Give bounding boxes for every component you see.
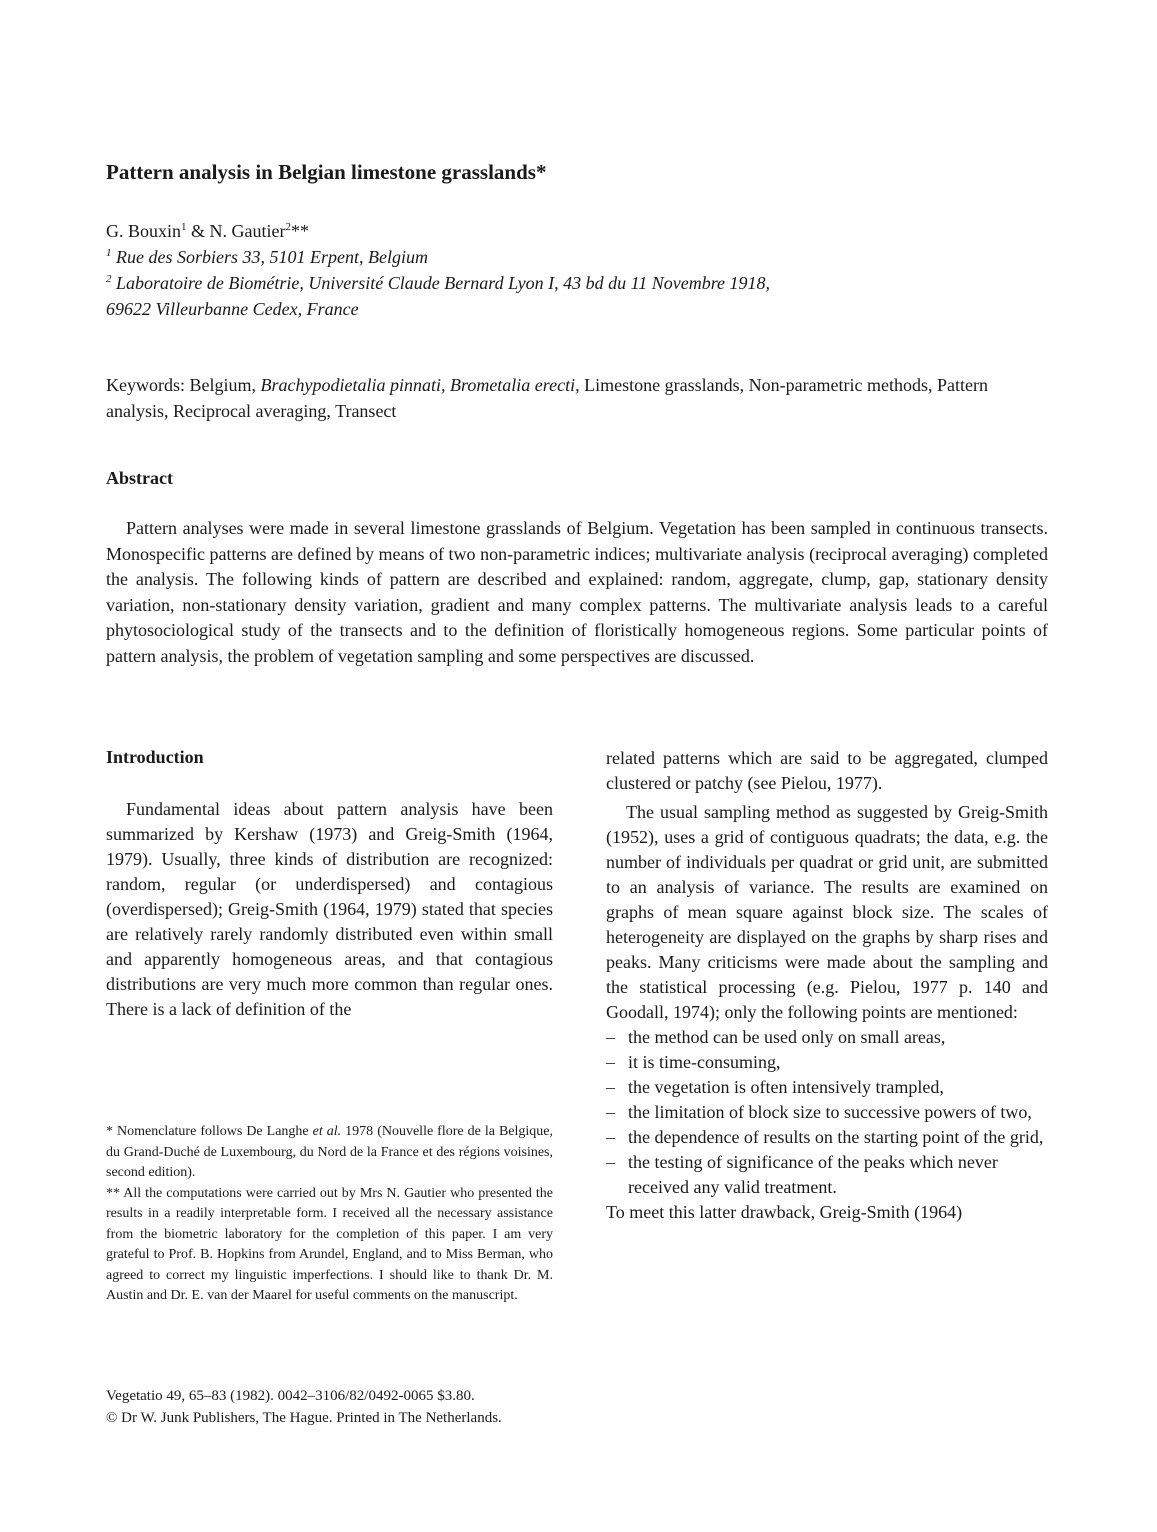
paper-title: Pattern analysis in Belgian limestone grasslands* (106, 160, 547, 184)
intro-right-paragraph-2: The usual sampling method as suggested by Greig-Smith (1952), uses a grid of contiguous quadrats; the data, e.g. the number of individuals per quadrat or grid unit, are submitted to an analysis of variance. The results are examined on graphs of mean square against block size. The scales of heterogeneity are displayed on the graphs by sharp rises and peaks. Many criticisms were made about the sampling and the statistical processing (e.g. Pielou, 1977 p. 140 and Goodall, 1974); only the following points are mentioned: (606, 802, 1048, 1022)
affiliation-2-num: 2 (106, 273, 112, 285)
list-item: – the vegetation is often intensively trampled, (606, 1075, 1048, 1100)
footnote-1-italic: et al. (312, 1124, 342, 1139)
abstract-text: Pattern analyses were made in several limestone grasslands of Belgium. Vegetation has been sampled in continuous transects. Monospecific patterns are defined by means of two non-parametric indices; multivariate analysis (reciprocal averaging) completed the analysis. The following kinds of pattern are described and explained: random, aggregate, clump, gap, stationary density variation, non-stationary density variation, gradient and many complex patterns. The multivariate analysis leads to a careful phytosociological study of the transects and to the definition of floristically homogeneous regions. Some particular points of pattern analysis, the problem of vegetation sampling and some perspectives are discussed. (106, 518, 1048, 666)
affiliation-2-text: Laboratoire de Biométrie, Université Claude Bernard Lyon I, 43 bd du 11 Novembre 1918, (116, 273, 771, 293)
list-item: – the testing of significance of the peaks which never received any valid treatment. (606, 1150, 1048, 1200)
author-1: G. Bouxin (106, 221, 182, 241)
keywords (106, 372, 1046, 424)
criticism-list (606, 1025, 1048, 1200)
footnote-1-pre: * Nomenclature follows De Langhe (106, 1124, 313, 1139)
abstract-heading: Abstract (106, 468, 173, 488)
right-column (606, 746, 1048, 1225)
keyword-italic-2: Brometalia erecti, (449, 375, 580, 395)
keywords-prefix: Keywords: Belgium, (106, 375, 261, 395)
author-2-affil-mark: 2 (285, 221, 291, 233)
author-2-footnote-mark: ** (291, 221, 309, 241)
footnote-2: ** All the computations were carried out by Mrs N. Gautier who presented the results in a readily interpretable form. I received all the necessary assistance from the biometric laboratory for the completion of this paper. I am very grateful to Prof. B. Hopkins from Arundel, England, and to Miss Berman, who agreed to correct my linguistic imperfections. I should like to thank Dr. M. Austin and Dr. E. van der Maarel for useful comments on the manuscript. (106, 1185, 553, 1303)
list-item: – the dependence of results on the starting point of the grid, (606, 1125, 1048, 1150)
list-item: – the limitation of block size to successive powers of two, (606, 1100, 1048, 1125)
intro-left-paragraph: Fundamental ideas about pattern analysis have been summarized by Kershaw (1973) and Greig-Smith (1964, 1979). Usually, three kinds of distribution are recognized: random, regular (or underdispersed) and contagious (overdispersed); Greig-Smith (1964, 1979) stated that species are relatively rarely randomly distributed even within small and apparently homogeneous areas, and that contagious distributions are very much more common than regular ones. There is a lack of definition of the (106, 799, 553, 1019)
citation-line-2: © Dr W. Junk Publishers, The Hague. Printed in The Netherlands. (106, 1410, 502, 1426)
left-column (106, 797, 553, 1022)
list-item: – the method can be used only on small areas, (606, 1025, 1048, 1050)
list-item: – it is time-consuming, (606, 1050, 1048, 1075)
intro-right-paragraph-1: related patterns which are said to be aggregated, clumped clustered or patchy (see Pielou, 1977). (606, 748, 1048, 793)
author-block (106, 218, 770, 322)
affiliation-1-num: 1 (106, 247, 112, 259)
affiliation-1 (106, 244, 770, 270)
introduction-heading: Introduction (106, 747, 204, 767)
citation-line-1: Vegetatio 49, 65–83 (1982). 0042–3106/82/0492-0065 $3.80. (106, 1388, 475, 1404)
intro-right-paragraph-3: To meet this latter drawback, Greig-Smith (1964) (606, 1202, 963, 1222)
affiliation-2-cont: 69622 Villeurbanne Cedex, France (106, 299, 359, 319)
footnote-1-post: 1978 (Nouvelle flore de la Belgique, du Grand-Duché de Luxembourg, du Nord de la France et des régions voisines, second edition). (106, 1124, 553, 1180)
affiliation-1-text: Rue des Sorbiers 33, 5101 Erpent, Belgium (116, 247, 428, 267)
author-1-affil-mark: 1 (181, 221, 187, 233)
author-2: & N. Gautier (186, 221, 286, 241)
affiliation-2 (106, 270, 770, 296)
author-line (106, 218, 770, 244)
keyword-italic-1: Brachypodietalia pinnati, (260, 375, 446, 395)
footnotes (106, 1122, 553, 1307)
citation (106, 1385, 502, 1429)
keywords-rest: Limestone grasslands, Non-parametric methods, Pattern analysis, Reciprocal averaging, Transect (106, 375, 989, 421)
footnote-1 (106, 1122, 553, 1184)
